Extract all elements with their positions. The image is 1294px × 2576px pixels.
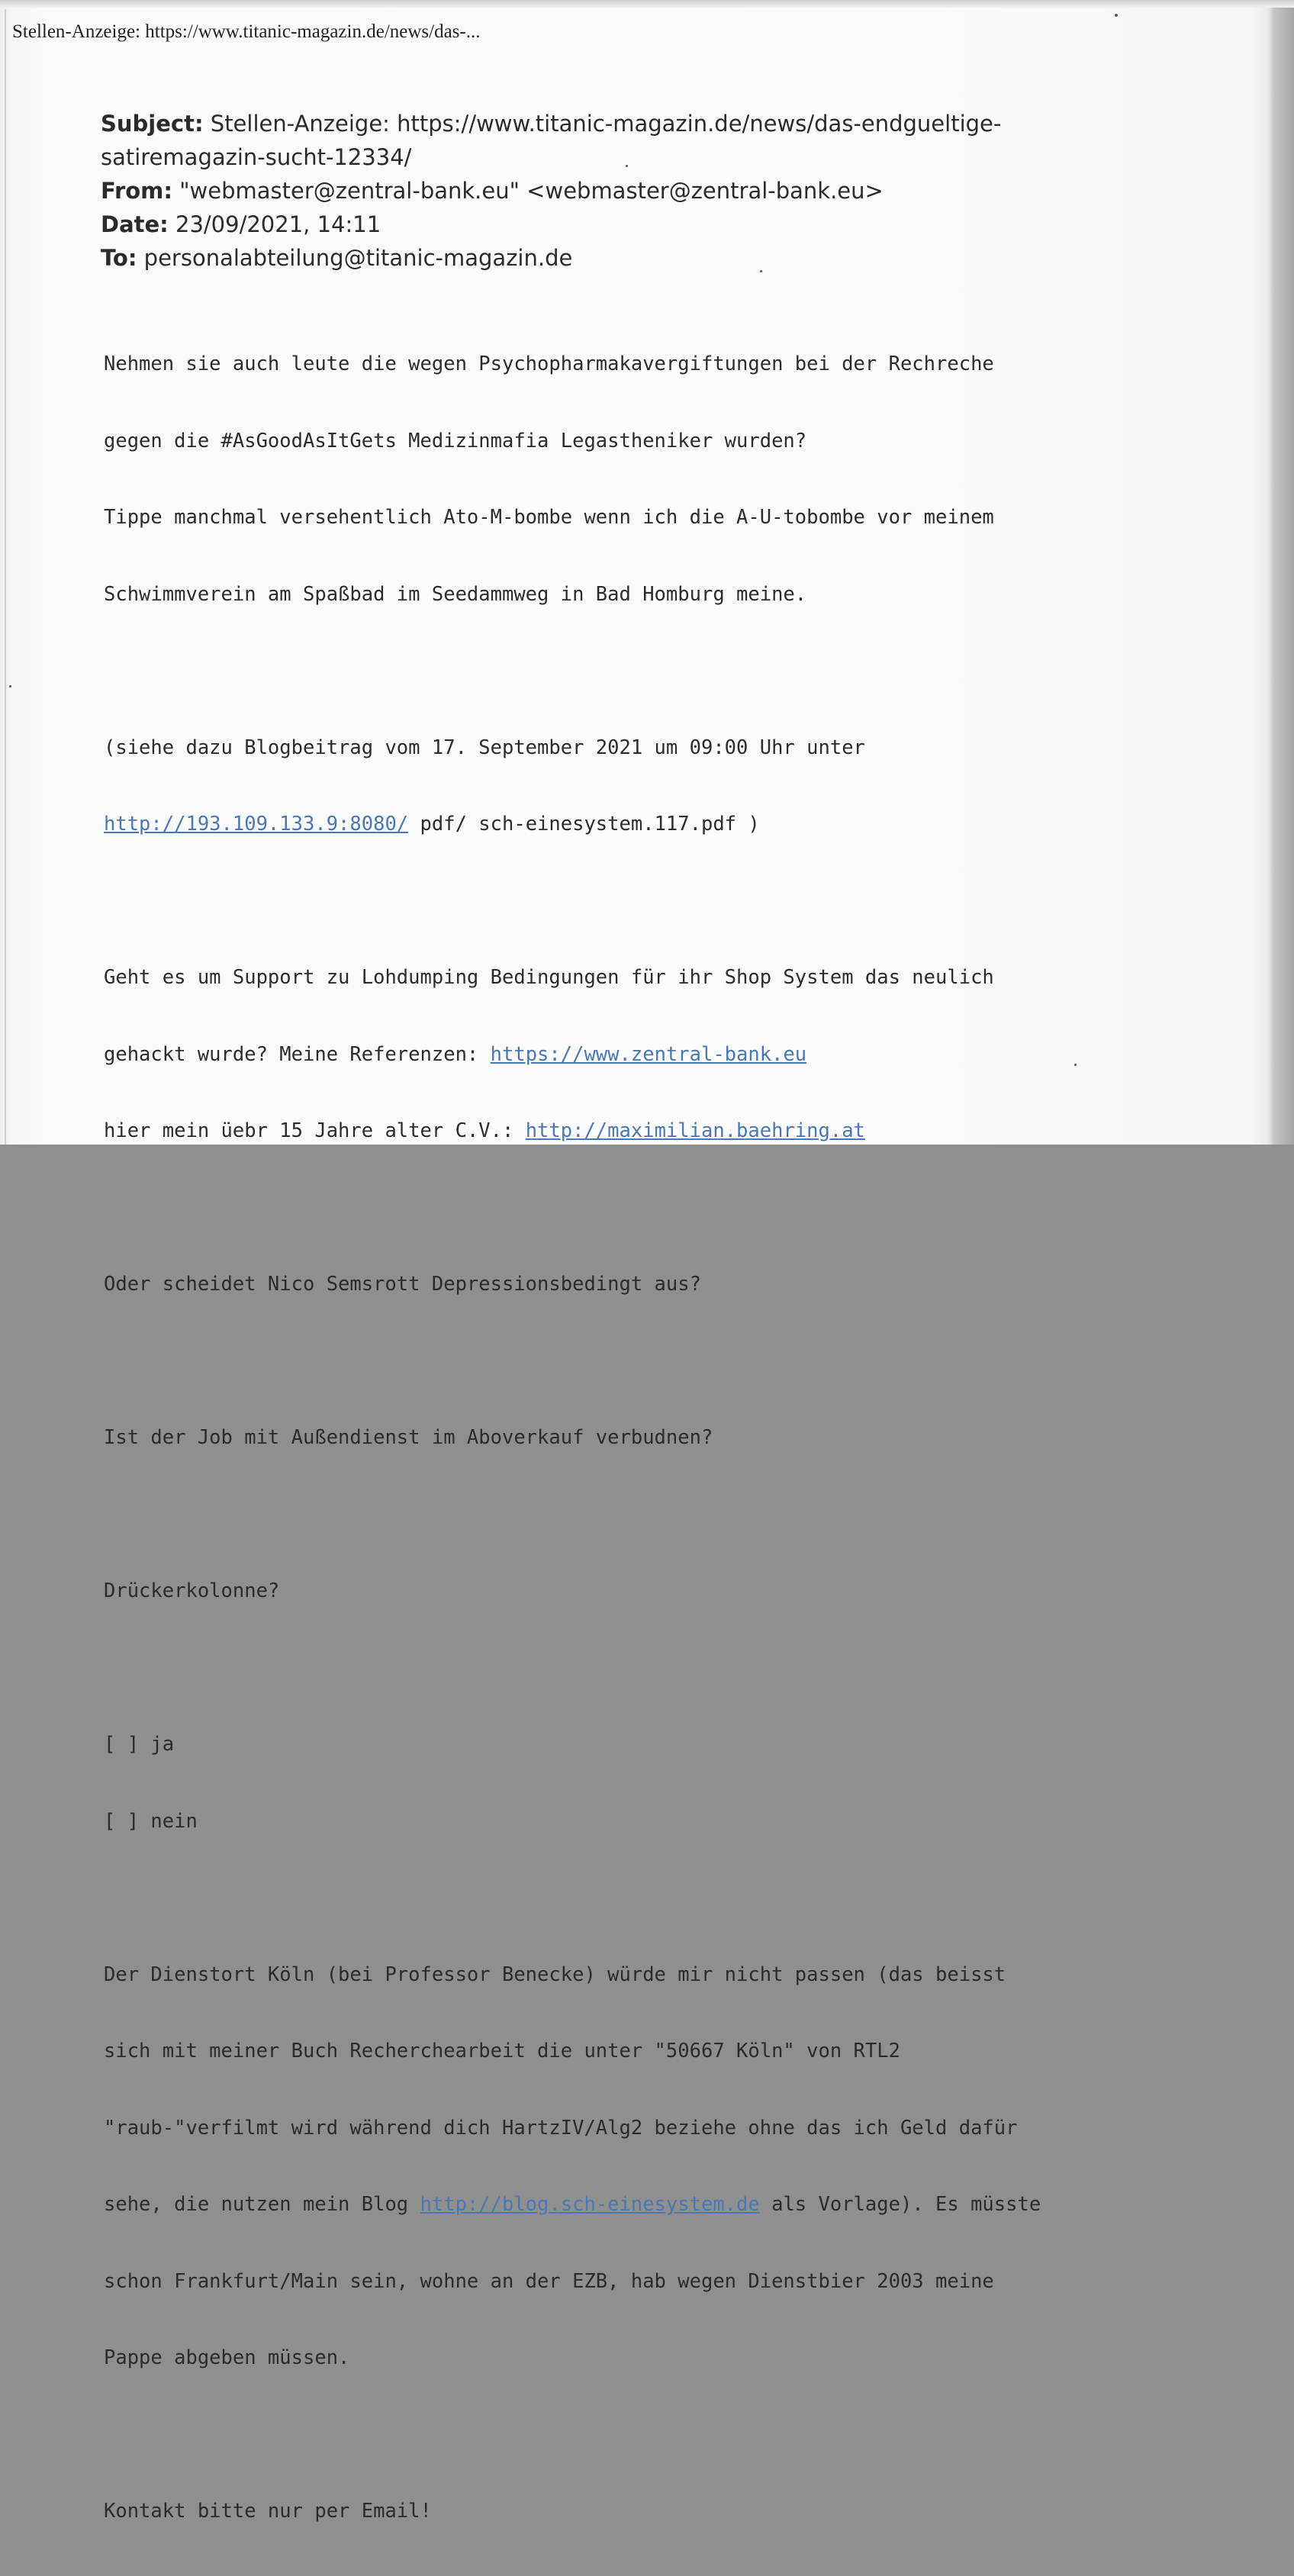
to-value: personalabteilung@titanic-magazin.de (143, 245, 573, 271)
body-line (104, 812, 1141, 838)
to-label: To: (101, 245, 137, 271)
option-no: [ ] nein (104, 1809, 198, 1833)
body-line: schon Frankfurt/Main sein, wohne an der EZB, hab wegen Dienstbier 2003 meine (104, 2269, 994, 2293)
from-value: "webmaster@zentral-bank.eu" <webmaster@zentral-bank.eu> (179, 178, 884, 204)
pdf-link[interactable]: http://193.109.133.9:8080/ (104, 813, 409, 836)
scan-speck (1115, 14, 1118, 17)
body-line: Tippe manchmal versehentlich Ato-M-bombe wenn ich die A-U-tobombe vor meinem (104, 506, 994, 529)
blog-link[interactable]: http://blog.sch-einesystem.de (420, 2193, 760, 2216)
references-text: gehackt wurde? Meine Referenzen: (104, 1042, 491, 1066)
from-row (101, 174, 1047, 208)
zentral-bank-link[interactable]: https://www.zentral-bank.eu (490, 1042, 807, 1066)
body-line: Oder scheidet Nico Semsrott Depressionsbedingt aus? (104, 1273, 701, 1296)
scan-speck (9, 685, 11, 687)
scan-left-edge (5, 9, 6, 1145)
email-headers (101, 107, 1047, 275)
body-line (104, 2192, 1141, 2218)
blog-pre-text: sehe, die nutzen mein Blog (104, 2193, 420, 2216)
body-line: Schwimmverein am Spaßbad im Seedammweg in Bad Homburg meine. (104, 582, 807, 606)
body-line (104, 1119, 1141, 1145)
subject-value: Stellen-Anzeige: https://www.titanic-magazin.de/news/das-endgueltige- (210, 111, 1002, 137)
date-row (101, 208, 1047, 241)
scan-speck (1074, 1064, 1077, 1066)
scan-speck (626, 165, 628, 167)
subject-continuation: satiremagazin-sucht-12334/ (101, 144, 412, 170)
print-page-header: Stellen-Anzeige: https://www.titanic-magazin.de/news/das-... (12, 21, 481, 42)
body-line: (siehe dazu Blogbeitrag vom 17. September 2021 um 09:00 Uhr unter (104, 736, 865, 759)
to-row (101, 241, 1047, 275)
blog-post-text: als Vorlage). Es müsste (759, 2193, 1041, 2216)
subject-label: Subject: (101, 111, 204, 137)
body-line: "raub-"verfilmt wird während dich HartzIV/Alg2 beziehe ohne das ich Geld dafür (104, 2116, 1018, 2140)
body-line: Nehmen sie auch leute die wegen Psychopharmakavergiftungen bei der Rechreche (104, 353, 994, 375)
body-line: Geht es um Support zu Lohdumping Bedingungen für ihr Shop System das neulich (104, 966, 994, 989)
body-line: Ist der Job mit Außendienst im Aboverkauf verbudnen? (104, 1426, 713, 1449)
body-line: Der Dienstort Köln (bei Professor Benecke) würde mir nicht passen (das beisst (104, 1963, 1006, 1986)
cv-text: hier mein üebr 15 Jahre alter C.V.: (104, 1119, 526, 1142)
body-line: sich mit meiner Buch Recherchearbeit die unter "50667 Köln" von RTL2 (104, 2040, 900, 2062)
body-line: Kontakt bitte nur per Email! (104, 2500, 432, 2523)
cv-link[interactable]: http://maximilian.baehring.at (525, 1119, 865, 1142)
body-line: Drückerkolonne? (104, 1579, 280, 1602)
scan-top-edge (0, 0, 1294, 8)
body-line: Pappe abgeben müssen. (104, 2346, 350, 2369)
subject-row (101, 107, 1047, 140)
body-line: gegen die #AsGoodAsItGets Medizinmafia Legastheniker wurden? (104, 429, 807, 452)
from-label: From: (101, 178, 172, 204)
scan-speck (760, 270, 762, 272)
option-yes: [ ] ja (104, 1733, 175, 1756)
scan-right-shadow (1270, 8, 1294, 1145)
date-label: Date: (101, 211, 169, 237)
date-value: 23/09/2021, 14:11 (175, 211, 381, 237)
email-body (104, 301, 1141, 2576)
pdf-path-text: pdf/ sch-einesystem.117.pdf ) (408, 813, 760, 836)
body-line (104, 1042, 1141, 1068)
